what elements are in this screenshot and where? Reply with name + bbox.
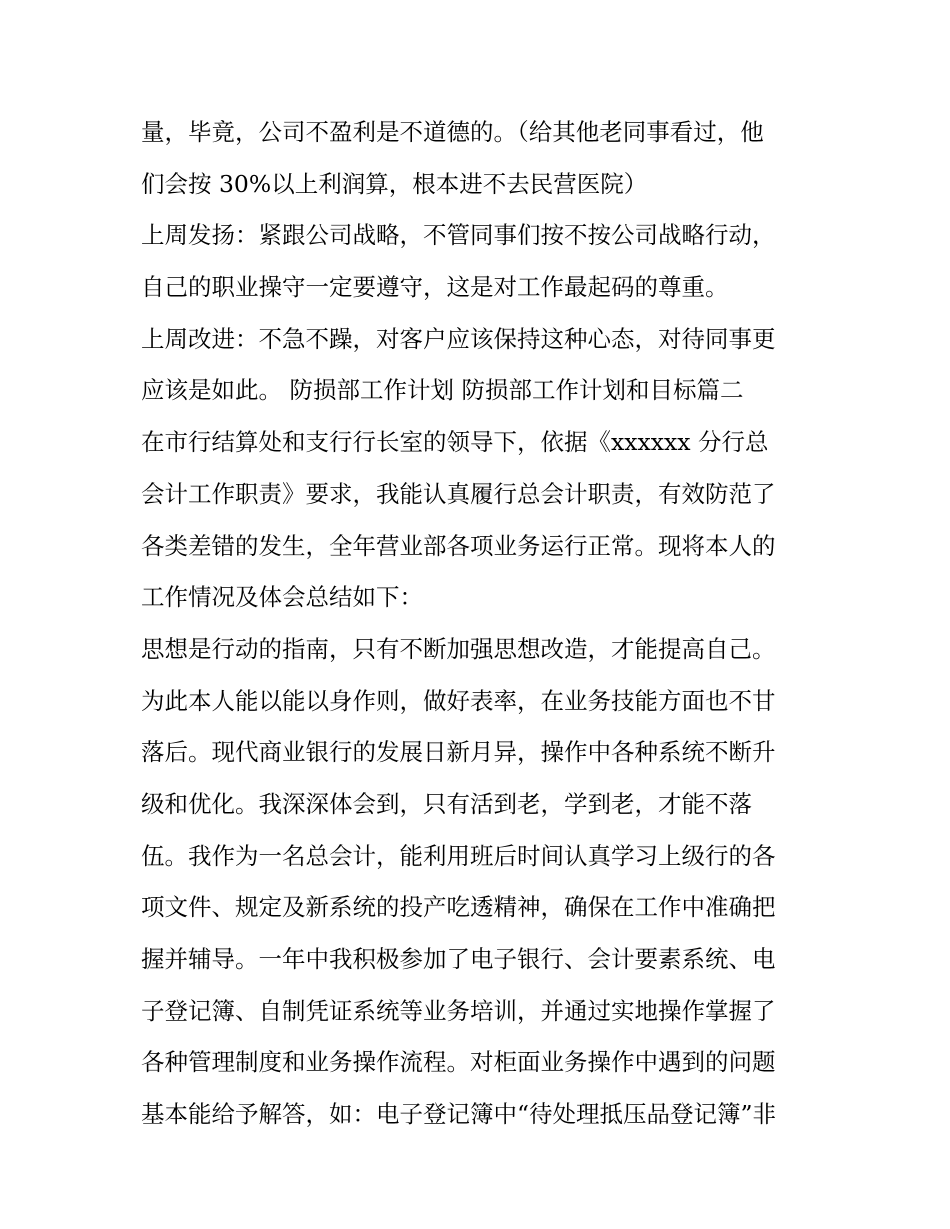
- text-line: 级和优化。我深深体会到，只有活到老，学到老，才能不落: [141, 789, 752, 818]
- text-line: 们会按 30%以上利润算，根本进不去民营医院）: [141, 169, 648, 198]
- text-line: 项文件、规定及新系统的投产吃透精神，确保在工作中准确把: [141, 893, 776, 922]
- text-line: 量，毕竟，公司不盈利是不道德的。（给其他老同事看过，他: [141, 118, 764, 146]
- text-line: 握并辅导。一年中我积极参加了电子银行、会计要素系统、电: [141, 945, 776, 973]
- text-line: 子登记簿、自制凭证系统等业务培训，并通过实地操作掌握了: [141, 996, 776, 1025]
- text-line: 为此本人能以能以身作则，做好表率，在业务技能方面也不甘: [141, 686, 776, 715]
- text-line: 上周发扬：紧跟公司战略，不管同事们按不按公司战略行动，: [141, 221, 776, 250]
- text-line: 基本能给予解答，如：电子登记簿中“待处理抵压品登记簿”非: [141, 1100, 777, 1129]
- text-line: 在市行结算处和支行行长室的领导下，依据《xxxxxx 分行总: [141, 428, 769, 457]
- text-line: 上周改进：不急不躁，对客户应该保持这种心态，对待同事更: [141, 324, 776, 353]
- text-line: 各种管理制度和业务操作流程。对柜面业务操作中遇到的问题: [141, 1048, 776, 1077]
- text-line: 伍。我作为一名总会计，能利用班后时间认真学习上级行的各: [141, 841, 776, 870]
- text-line: 工作情况及体会总结如下：: [141, 583, 423, 612]
- text-line: 应该是如此。 防损部工作计划 防损部工作计划和目标篇二: [141, 376, 744, 405]
- text-line: 落后。现代商业银行的发展日新月异，操作中各种系统不断升: [141, 738, 776, 767]
- text-line: 思想是行动的指南，只有不断加强思想改造，才能提高自己。: [141, 634, 776, 663]
- text-line: 会计工作职责》要求，我能认真履行总会计职责，有效防范了: [141, 479, 776, 508]
- text-line: 各类差错的发生，全年营业部各项业务运行正常。现将本人的: [141, 531, 776, 560]
- body-text: [141, 107, 821, 1141]
- text-line: 自己的职业操守一定要遵守，这是对工作最起码的尊重。: [141, 273, 729, 302]
